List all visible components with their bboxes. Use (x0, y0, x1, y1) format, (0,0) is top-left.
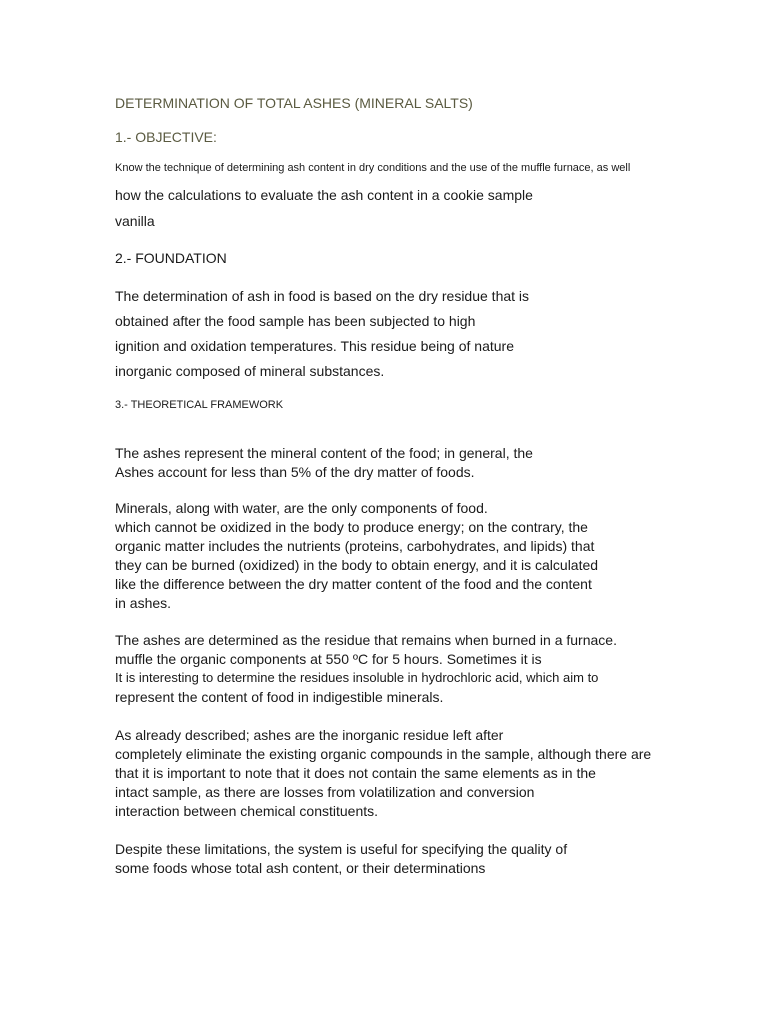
framework-p2-line-3: organic matter includes the nutrients (proteins, carbohydrates, and lipids) that (115, 538, 595, 554)
framework-p3-line-1: The ashes are determined as the residue that remains when burned in a furnace. (115, 632, 617, 648)
framework-p2-line-4: they can be burned (oxidized) in the body to obtain energy, and it is calculated (115, 557, 599, 573)
objective-line-3: vanilla (115, 213, 155, 229)
framework-p4-line-4: intact sample, as there are losses from volatilization and conversion (115, 784, 535, 800)
objective-line-1: Know the technique of determining ash content in dry conditions and the use of the muffle furnace, as well (115, 162, 631, 174)
framework-p3-line-4: represent the content of food in indigestible minerals. (115, 689, 444, 705)
framework-p5-line-2: some foods whose total ash content, or their determinations (115, 860, 486, 876)
framework-p4-line-2: completely eliminate the existing organic compounds in the sample, although there are (115, 746, 652, 762)
framework-p5-line-1: Despite these limitations, the system is useful for specifying the quality of (115, 841, 568, 857)
framework-p4-line-3: that it is important to note that it does not contain the same elements as in the (115, 765, 596, 781)
foundation-heading: 2.- FOUNDATION (115, 250, 227, 266)
framework-p2-line-6: in ashes. (115, 595, 172, 611)
framework-p4-line-5: interaction between chemical constituents. (115, 803, 379, 819)
framework-p1-line-2: Ashes account for less than 5% of the dry matter of foods. (115, 464, 475, 480)
foundation-line-1: The determination of ash in food is based on the dry residue that is (115, 288, 530, 304)
objective-heading: 1.- OBJECTIVE: (115, 129, 217, 145)
foundation-line-2: obtained after the food sample has been subjected to high (115, 313, 476, 329)
document-title: DETERMINATION OF TOTAL ASHES (MINERAL SALTS) (115, 95, 473, 111)
foundation-line-3: ignition and oxidation temperatures. This residue being of nature (115, 338, 514, 354)
framework-p4-line-1: As already described; ashes are the inorganic residue left after (115, 727, 504, 743)
framework-p2-line-1: Minerals, along with water, are the only components of food. (115, 500, 488, 516)
framework-p1-line-1: The ashes represent the mineral content of the food; in general, the (115, 445, 533, 461)
framework-p3-line-3: It is interesting to determine the residues insoluble in hydrochloric acid, which aim to (115, 670, 599, 685)
objective-line-2: how the calculations to evaluate the ash content in a cookie sample (115, 187, 533, 203)
framework-p3-line-2: muffle the organic components at 550 ºC for 5 hours. Sometimes it is (115, 651, 542, 667)
framework-p2-line-5: like the difference between the dry matter content of the food and the content (115, 576, 592, 592)
framework-heading: 3.- THEORETICAL FRAMEWORK (115, 399, 284, 411)
foundation-line-4: inorganic composed of mineral substances. (115, 363, 385, 379)
framework-p2-line-2: which cannot be oxidized in the body to produce energy; on the contrary, the (115, 519, 588, 535)
